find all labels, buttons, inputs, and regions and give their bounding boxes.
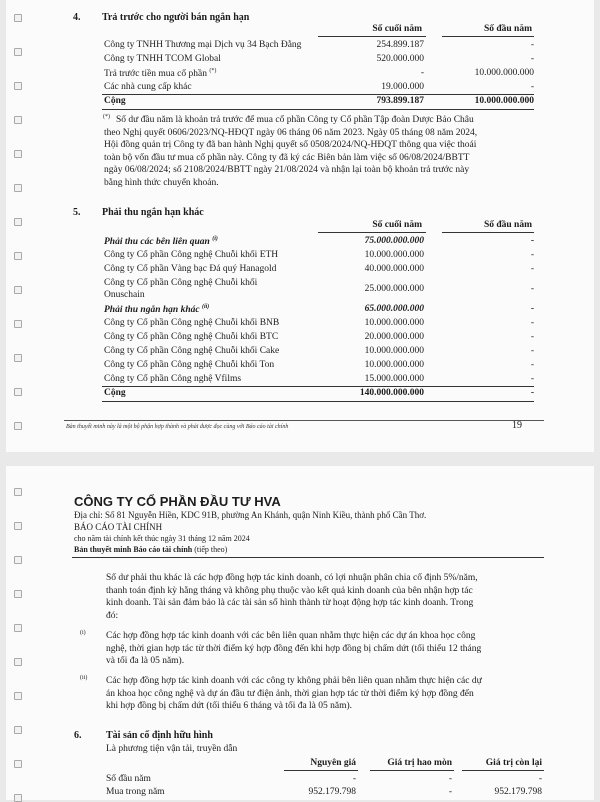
section-title: Tài sản cố định hữu hình	[106, 730, 213, 741]
column-header-net: Giá trị còn lại	[485, 758, 542, 768]
table-row-label: Công ty Cổ phần Công nghệ Chuỗi khối ETH	[104, 250, 279, 260]
section-title: Phải thu ngắn hạn khác	[102, 207, 204, 218]
table-cell: -	[530, 54, 534, 64]
section-number: 6.	[74, 730, 82, 741]
intro-paragraph: Số dư phải thu khác là các hợp đồng hợp tác kinh doanh, có lợi nhuận phân chia cố định 5%/năm, thanh toán định kỳ hằng tháng và không phụ thuộc vào kết quả kinh doanh của bên nhận hợp tác kinh doanh. Tài sản đảm bảo là các tài sản số hình thành từ hoạt động hợp tác kinh doanh. Trong đó:	[106, 573, 478, 621]
table-row-label: Công ty Cổ phần Công nghệ Chuỗi khối	[104, 278, 258, 288]
group-total: 75.000.000.000	[364, 236, 424, 246]
table-cell: -	[420, 68, 424, 78]
document-page-20	[6, 466, 594, 800]
table-cell: -	[530, 250, 534, 260]
table-cell: 520.000.000	[376, 54, 424, 64]
column-header-begin: Số đầu năm	[483, 24, 532, 34]
section-title: Trả trước cho người bán ngắn hạn	[102, 12, 250, 23]
table-cell: 10.000.000.000	[364, 250, 424, 260]
list-item: Các hợp đồng hợp tác kinh doanh với các bên liên quan nhằm thực hiện các dự án khoa học công nghệ, thời gian hợp tác từ thời điểm ký hợp đồng đến khi hợp đồng bị chấm dứt (tối thiểu 12 tháng và tối đa là 05 năm).	[106, 631, 482, 667]
group-total: 65.000.000.000	[364, 304, 424, 314]
column-header-end: Số cuối năm	[372, 220, 422, 230]
table-row-label: Các nhà cung cấp khác	[104, 82, 192, 92]
table-row-label: Công ty Cổ phần Công nghệ Chuỗi khối Ton	[104, 360, 275, 370]
table-row-label: Công ty TNHH Thương mại Dịch vụ 34 Bạch Đằng	[104, 40, 302, 50]
section-subtitle: Là phương tiện vận tải, truyền dẫn	[106, 744, 238, 754]
page-footer-text: Bản thuyết minh này là một bộ phận hợp thành và phải được đọc cùng với Báo cáo tài chính	[66, 424, 289, 430]
table-cell: -	[448, 774, 452, 784]
column-header-begin: Số đầu năm	[483, 220, 532, 230]
table-cell: -	[530, 332, 534, 342]
table-cell: 15.000.000.000	[364, 374, 424, 384]
table-cell: 952.179.798	[494, 787, 542, 797]
note-paragraph: Số dư đầu năm là khoản trả trước để mua cổ phần Công ty Cổ phần Tập đoàn Dược Bảo Châu theo Nghị quyết 0606/2023/NQ-HĐQT ngày 06 tháng 06 năm 2023. Ngày 05 tháng 08 năm 2024, Hội đồng quản trị Công ty đã ban hành Nghị quyết số 0508/2024/NQ-HĐQT thông qua việc thoái toàn bộ vốn đầu tư mua cổ phần này. Công ty đã ký các Biên bản làm việc số 06/08/2024/BBTT ngày 06/08/2024; số 2108/2024/BBTT ngày 21/08/2024 và nhận lại toàn bộ khoản trả trước này bằng hình thức chuyển khoản.	[104, 115, 478, 188]
table-cell: -	[538, 774, 542, 784]
section-number: 4.	[73, 12, 81, 23]
table-row-label: Số đầu năm	[106, 774, 151, 784]
column-header-cost: Nguyên giá	[310, 758, 356, 768]
table-cell: -	[530, 284, 534, 294]
table-row-label: Công ty Cổ phần Vàng bạc Đá quý Hanagold	[104, 264, 277, 274]
group-label: Phải thu các bên liên quan $^{(i)}$	[104, 236, 218, 248]
table-cell: 10.000.000.000	[364, 360, 424, 370]
table-row-label: Công ty Cổ phần Công nghệ Chuỗi khối BTC	[104, 332, 279, 342]
document-page-19	[6, 0, 594, 452]
table-cell: -	[530, 374, 534, 384]
table-cell: 19.000.000	[381, 82, 424, 92]
table-cell: 952.179.798	[308, 787, 356, 797]
table-row-label: Công ty Cổ phần Công nghệ Chuỗi khối Cake	[104, 346, 280, 356]
table-cell: 40.000.000.000	[364, 264, 424, 274]
table-cell: -	[530, 40, 534, 50]
notes-subtitle: Bản thuyết minh Báo cáo tài chính (tiếp theo)	[74, 545, 228, 554]
table-cell: 10.000.000.000	[474, 68, 534, 78]
list-marker: (ii)	[80, 675, 88, 681]
table-cell: 254.899.187	[376, 40, 424, 50]
report-period: cho năm tài chính kết thúc ngày 31 tháng 12 năm 2024	[74, 534, 250, 543]
table-cell: -	[530, 360, 534, 370]
table-row-label-cont: Onuschain	[104, 290, 145, 300]
total-end: 140.000.000.000	[359, 388, 424, 398]
group-label: Phải thu ngắn hạn khác $^{(ii)}$	[104, 304, 210, 316]
company-address: Địa chỉ: Số 81 Nguyễn Hiền, KDC 91B, phường An Khánh, quận Ninh Kiều, thành phố Cần Thơ.	[74, 510, 427, 520]
total-end: 793.899.187	[376, 96, 424, 106]
table-row-label: Công ty TNHH TCOM Global	[104, 54, 221, 64]
table-row-label: Công ty Cổ phần Công nghệ Chuỗi khối BNB	[104, 318, 280, 328]
table-row-label: Công ty Cổ phần Công nghệ Vfilms	[104, 374, 242, 384]
note-mark: (*)	[209, 68, 217, 74]
table-cell: 20.000.000.000	[364, 332, 424, 342]
table-row-label: Trả trước tiền mua cổ phần (*)	[104, 68, 217, 80]
table-cell: -	[530, 304, 534, 314]
table-cell: -	[352, 774, 356, 784]
table-cell: 10.000.000.000	[364, 318, 424, 328]
section-number: 5.	[73, 207, 81, 218]
total-label: Cộng	[104, 388, 126, 398]
list-item: Các hợp đồng hợp tác kinh doanh với các công ty không phải bên liên quan nhằm thực hiện các dự án khoa học công nghệ và dự án đầu tư điện ảnh, thời gian hợp tác từ thời điểm ký hợp đồng đến khi hợp đồng bị chấm dứt (tối thiểu 6 tháng và tối đa là 05 năm).	[106, 676, 482, 712]
table-cell: 25.000.000.000	[364, 284, 424, 294]
column-header-depreciation: Giá trị hao mòn	[387, 758, 452, 768]
table-row-label: Mua trong năm	[106, 787, 165, 797]
column-header-end: Số cuối năm	[372, 24, 422, 34]
report-title: BÁO CÁO TÀI CHÍNH	[74, 522, 163, 532]
table-cell: -	[530, 236, 534, 246]
table-cell: -	[530, 264, 534, 274]
total-begin: 10.000.000.000	[474, 96, 534, 106]
total-label: Cộng	[104, 96, 126, 106]
page-number: 19	[512, 420, 522, 431]
company-name: CÔNG TY CỔ PHẦN ĐẦU TƯ HVA	[74, 494, 281, 509]
total-begin: -	[530, 388, 534, 398]
note-mark: (*)	[103, 114, 110, 120]
table-cell: -	[448, 787, 452, 797]
list-marker: (i)	[80, 630, 86, 636]
table-cell: 10.000.000.000	[364, 346, 424, 356]
table-cell: -	[530, 346, 534, 356]
table-cell: -	[530, 318, 534, 328]
table-cell: -	[530, 82, 534, 92]
